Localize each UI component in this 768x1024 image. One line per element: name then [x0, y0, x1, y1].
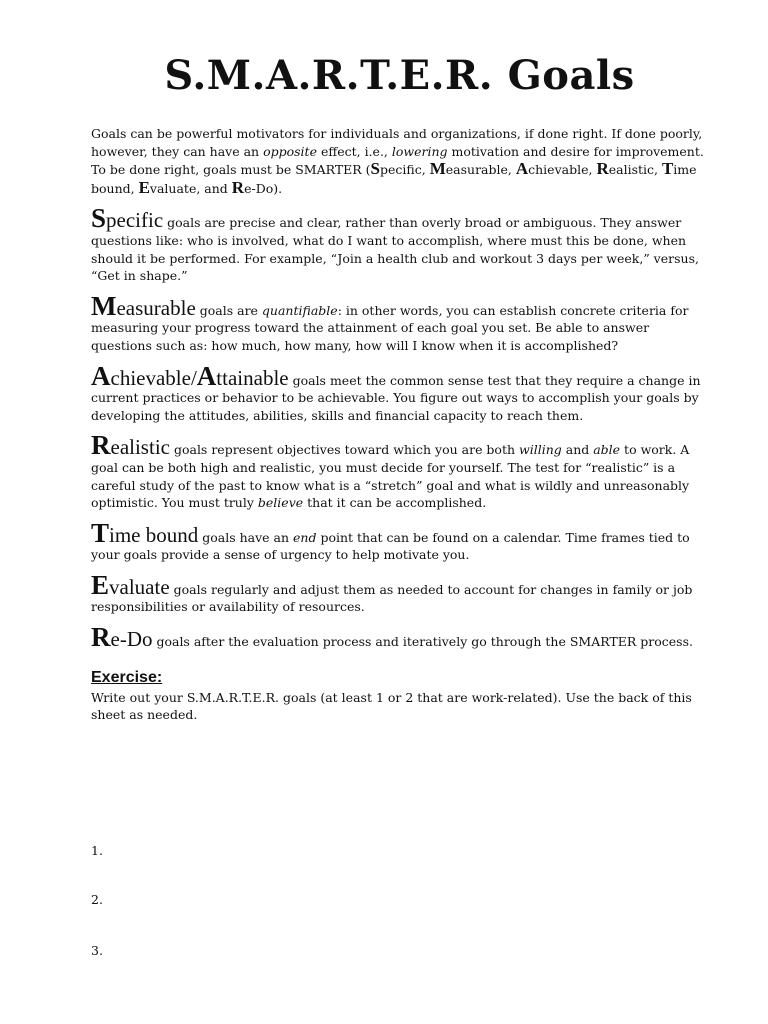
exercise-instructions: Write out your S.M.A.R.T.E.R. goals (at least 1 or 2 that are work-related). Use the back of this sheet as needed. [91, 689, 692, 723]
intro-paragraph [91, 125, 708, 197]
intro-text: Goals can be powerful motivators for individuals and organizations, if done right. If done poorly, however, they can have an [91, 126, 703, 159]
section-body: : in other words, you can establish concrete criteria for measuring your progress toward the attainment of each goal you set. Be able to answer questions such as: how much, how many, how will I know when it is accomplished? [91, 302, 689, 353]
section-heading: chievable/ [110, 365, 197, 390]
section-realistic [91, 430, 708, 511]
section-body: and [561, 442, 594, 458]
intro-cap-t: T [661, 159, 674, 179]
section-heading-initial: M [91, 290, 117, 321]
section-body: point that can be found on a calendar. Time frames tied to your goals provide a sense of urgency to help motivate you. [91, 529, 690, 563]
section-heading-initial: R [91, 430, 111, 461]
section-body: that it can be accomplished. [303, 495, 487, 511]
section-heading-initial: E [91, 569, 110, 600]
section-heading: ealistic [110, 435, 170, 460]
section-emphasis: willing [519, 442, 562, 458]
intro-text: motivation and desire for improvement. To be done right, goals must be SMARTER ( [91, 143, 704, 178]
intro-text: ealistic, [608, 162, 662, 178]
intro-cap-r: R [596, 159, 609, 179]
section-body: goals regularly and adjust them as needed to account for changes in family or job responsibilities or availability of resources. [91, 581, 693, 615]
section-heading: pecific [106, 208, 164, 233]
section-heading: ime bound [109, 522, 199, 547]
section-heading: valuate [109, 574, 170, 599]
exercise-heading: Exercise: [91, 668, 163, 686]
section-heading: easurable [116, 295, 196, 320]
section-heading-initial: R [91, 622, 111, 653]
section-evaluate [91, 569, 708, 616]
exercise-item-3: 3. [91, 943, 103, 958]
section-body: goals meet the common sense test that they require a change in current practices or behavior to be achievable. You figure out ways to accomplish your goals by developing the attitudes, abilities, skills and financial capacity to reach them. [91, 372, 701, 423]
section-heading-initial: A [91, 360, 111, 391]
intro-text: e-Do). [244, 180, 283, 196]
page-title: S.M.A.R.T.E.R. Goals [164, 52, 635, 99]
section-emphasis: able [593, 442, 621, 458]
exercise-item-1: 1. [91, 843, 103, 858]
section-time-bound [91, 517, 708, 564]
intro-text: chievable, [528, 162, 597, 178]
intro-opposite: opposite [263, 143, 317, 159]
section-heading-initial: A [196, 360, 217, 391]
section-body: goals have an [198, 529, 294, 545]
section-achievable [91, 360, 708, 425]
intro-text: effect, i.e., [316, 143, 392, 159]
section-heading-initial: S [91, 203, 107, 234]
intro-lowering: lowering [391, 143, 448, 159]
section-body: goals are precise and clear, rather than overly broad or ambiguous. They answer questions like: who is involved, what do I want to accomplish, where must this be done, when should it be performed. For example, “Join a health club and workout 3 days per week,” versus, “Get in shape.” [91, 215, 699, 284]
intro-cap-a: A [515, 159, 529, 179]
intro-cap-m: M [429, 159, 446, 179]
section-heading: e-Do [110, 627, 153, 652]
section-heading: ttainable [216, 365, 289, 390]
section-body: goals represent objectives toward which you are both [169, 442, 520, 458]
section-measurable [91, 290, 708, 355]
intro-text: pecific, [380, 162, 430, 178]
intro-cap-re: R [231, 177, 245, 197]
intro-text: easurable, [445, 162, 516, 178]
section-emphasis: quantifiable [261, 302, 338, 318]
intro-text: ime bound, [91, 162, 697, 196]
section-body: goals after the evaluation process and iteratively go through the SMARTER process. [152, 634, 693, 650]
intro-cap-s: S [370, 159, 381, 179]
intro-text: valuate, and [149, 180, 232, 196]
section-redo [91, 622, 708, 653]
section-body: to work. A goal can be both high and realistic, you must decide for yourself. The test for “realistic” is a careful study of the past to know what is a “stretch” goal and what is wildly and unreasonably optimistic. You must truly [91, 442, 690, 511]
section-body: goals are [195, 302, 262, 318]
intro-cap-e: E [138, 177, 150, 197]
section-emphasis: believe [257, 495, 304, 511]
section-specific [91, 203, 708, 284]
exercise-item-2: 2. [91, 892, 103, 907]
section-emphasis: end [293, 529, 317, 545]
section-heading-initial: T [91, 517, 110, 548]
